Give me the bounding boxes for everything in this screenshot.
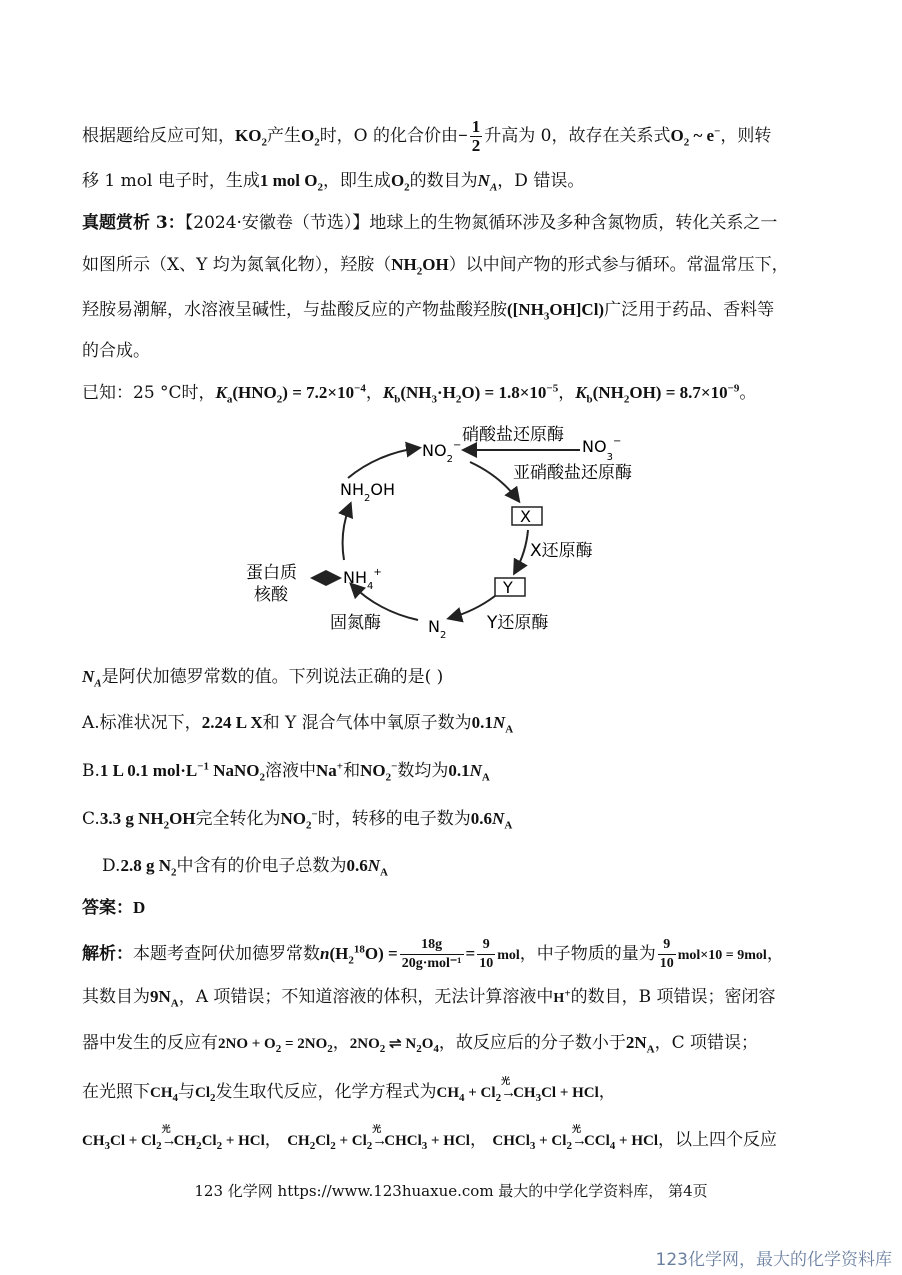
separator: ， — [264, 1130, 282, 1150]
question-intro-line1 — [82, 210, 820, 236]
separator: ， — [365, 383, 383, 403]
option-c — [82, 806, 820, 832]
text: 是阿伏加德罗常数的值。下列说法正确的是( ) — [101, 667, 444, 687]
label-nitrogenase: 固氮酶 — [330, 613, 381, 633]
cycle-arc-nh2oh-to-no2 — [348, 448, 418, 478]
formula-ch4: $CH_4$ — [150, 1085, 178, 1104]
value: $2N_A$ — [625, 1033, 655, 1056]
option-d — [102, 853, 820, 879]
text: ，中子物质的量为 — [519, 944, 656, 964]
avogadro-symbol: $N_A$ — [477, 171, 498, 194]
unit: mol×10 = 9mol — [677, 948, 767, 963]
text: 移 1 mol 电子时，生成 — [82, 171, 260, 191]
text: 和 Y 混合气体中氧原子数为 — [262, 713, 472, 733]
text: 羟胺易潮解，水溶液呈碱性，与盐酸反应的产物盐酸羟胺 — [82, 300, 507, 320]
label-nucleic-acid: 核酸 — [254, 585, 288, 605]
question-intro-line3 — [82, 297, 820, 323]
formula-no2-minus: $NO_2^-$ — [280, 808, 318, 832]
formula-o2: $O_2$ — [390, 171, 410, 194]
equation-ch3cl-cl2: $CH_3Cl + Cl_2\to$ 光 $CH_2Cl_2$ + HCl — [82, 1124, 265, 1152]
text: ，故反应后的分子数小于 — [438, 1033, 626, 1053]
question-intro-line4 — [82, 338, 820, 364]
text: 如图所示（X、Y 均为氮氧化物），羟胺（ — [82, 255, 392, 275]
equals: = — [465, 944, 476, 963]
ka-hno2: $K_a(HNO_2) = 7.2\times 10^{-4}$ — [215, 382, 366, 406]
cycle-arc-x-to-y — [515, 530, 528, 572]
separator: ， — [332, 1033, 350, 1053]
question-intro-line2 — [82, 252, 820, 278]
formula-no2-minus: $NO_2^-$ — [360, 760, 398, 784]
cycle-arc-no2-to-x — [470, 462, 518, 500]
formula: 1 L 0.1 $mol\cdot L^{-1}$ NaNO$_2$ — [99, 760, 266, 784]
analysis-line4 — [82, 1076, 820, 1106]
text: 【2024·安徽卷（节选）】地球上的生物氮循环涉及多种含氮物质，转化关系之一 — [184, 213, 778, 233]
value: $0.6N_A$ — [470, 809, 513, 832]
formula: 2.24 L X — [201, 713, 263, 732]
separator: ， — [469, 1130, 487, 1150]
text: ，A 项错误；不知道溶液的体积，无法计算溶液中 — [178, 987, 554, 1007]
value: $0.6N_A$ — [346, 856, 388, 879]
text: 的数目，B 项错误；密闭容 — [570, 987, 776, 1007]
text: C. — [82, 809, 100, 829]
text: 中含有的价电子总数为 — [176, 856, 347, 876]
text: 和 — [343, 761, 361, 781]
nitrogen-cycle-diagram — [230, 418, 670, 648]
paragraph-ko2-line2 — [82, 168, 820, 194]
equation-ch4-cl2: $CH_4 + Cl_2\to$ 光 $CH_3Cl$ + HCl — [436, 1076, 599, 1104]
text: 其数目为 — [82, 987, 150, 1007]
answer-line — [82, 895, 820, 921]
formula: 2.8 g $N_2$ — [120, 856, 177, 879]
text: 在光照下 — [82, 1082, 150, 1102]
question-stem — [82, 664, 820, 690]
text: ，则转 — [720, 126, 772, 146]
equation-chcl3-cl2: CHCl$_3$ + $Cl_2\to$ 光 CCl$_4$ + HCl — [492, 1124, 658, 1152]
separator: ， — [598, 1082, 616, 1102]
text: 本题考查阿伏加德罗常数 — [133, 944, 320, 964]
fraction-9-over-10: $\frac{9}{10}$ — [479, 937, 494, 971]
label-no3: $NO_3^-$ — [582, 436, 622, 463]
text: ）以中间产物的形式参与循环。常温常压下， — [448, 255, 789, 275]
analysis-line1 — [82, 936, 820, 973]
unit: mol — [497, 948, 520, 963]
text: ，D 错误。 — [497, 171, 585, 191]
text: 器中发生的反应有 — [82, 1033, 218, 1053]
text: 数均为 — [397, 761, 449, 781]
text: ，即生成 — [322, 171, 391, 191]
text: 已知：25 °C时， — [82, 383, 216, 403]
answer-label: 答案： — [82, 898, 133, 918]
formula-ko2: $KO_2$ — [235, 126, 267, 149]
formula-nh2oh: $NH_2OH$ — [391, 255, 449, 278]
analysis-line2 — [82, 984, 820, 1012]
label-n2: $N_2$ — [428, 617, 447, 641]
formula-o2: $O_2$ — [300, 126, 320, 149]
text: B. — [82, 761, 100, 781]
label-nitrite-reductase: 亚硝酸盐还原酶 — [513, 463, 632, 483]
answer-value: D — [133, 898, 146, 917]
formula-cl2: $Cl_2$ — [195, 1085, 216, 1104]
known-constants — [82, 380, 820, 406]
text: 时，O 的化合价由 — [319, 126, 459, 146]
text: 广泛用于药品、香料等 — [604, 300, 775, 320]
label-nh2oh: $NH_2OH$ — [340, 480, 395, 504]
label-y-reductase: Y还原酶 — [487, 613, 549, 633]
value: $0.1N_A$ — [471, 713, 514, 736]
kb-nh3: $K_b(NH_3\cdot H_2O) = 1.8\times 10^{-5}$ — [382, 382, 559, 406]
value: $9N_A$ — [150, 987, 179, 1010]
formula-nh3ohcl: $([NH_3OH]Cl)$ — [507, 300, 605, 323]
formula: 3.3 g $NH_2OH$ — [99, 809, 196, 832]
text: 根据题给反应可知， — [82, 126, 235, 146]
text: 发生取代反应，化学方程式为 — [215, 1082, 437, 1102]
text: 产生 — [266, 126, 301, 146]
fraction-18g-over-20g: $\frac{18g}{\text{20g·mol⁻¹}}$ — [401, 937, 462, 971]
formula-n-h2o18: $n(H_2^{18}O)$ = — [320, 943, 398, 967]
page-footer: 123 化学网 https://www.123huaxue.com 最大的中学化学资料库， 第4页 — [194, 1182, 708, 1200]
section-label: 真题赏析 3： — [82, 213, 185, 233]
reaction-no2-n2o4: $2NO_2$ ⇌ $N_2O_4$ — [349, 1036, 439, 1055]
text: ， — [766, 944, 784, 964]
text: 升高为 0，故存在关系式 — [484, 126, 671, 146]
label-nh4: $NH_4^+$ — [343, 567, 382, 592]
equation-ch2cl2-cl2: $CH_2Cl_2 + Cl_2\to$ 光 CHCl$_3$ + HCl — [287, 1124, 470, 1152]
value: $0.1N_A$ — [448, 761, 490, 784]
text: 时，转移的电子数为 — [317, 809, 471, 829]
text: D. — [102, 856, 121, 876]
label-nitrate-reductase: 硝酸盐还原酶 — [462, 425, 564, 445]
relation-o2-e: $O_2$ ~ e− — [670, 125, 721, 149]
cycle-arc-nh4-to-nh2oh — [343, 505, 350, 560]
avogadro-symbol: $N_A$ — [82, 667, 102, 690]
reaction-no-o2: $2NO + O_2 = 2NO_2$ — [218, 1036, 333, 1055]
kb-nh2oh: $K_b(NH_2OH) = 8.7\times 10^{-9}$ — [575, 382, 740, 406]
label-x-reductase: X还原酶 — [530, 541, 593, 561]
fraction-one-half: $\frac{1}{2}$ — [471, 117, 481, 155]
text: ，以上四个反应 — [658, 1130, 777, 1150]
label-x: X — [520, 507, 531, 526]
option-a — [82, 710, 820, 736]
text: A.标准状况下， — [82, 713, 202, 733]
text: 的数目为 — [409, 171, 478, 191]
text: 与 — [178, 1082, 195, 1102]
formula-h-plus: H+ — [553, 987, 571, 1006]
watermark: 123化学网，最大的化学资料库 — [655, 1250, 892, 1270]
analysis-line3 — [82, 1030, 820, 1057]
text: 完全转化为 — [195, 809, 281, 829]
formula-1mol-o2: 1 mol $O_2$ — [259, 171, 323, 194]
analysis-line5 — [82, 1124, 820, 1154]
analysis-label: 解析： — [82, 944, 133, 964]
label-no2: $NO_2^-$ — [422, 440, 462, 465]
option-b — [82, 758, 820, 784]
paragraph-ko2-line1 — [82, 118, 820, 155]
formula-na-plus: Na+ — [316, 760, 344, 780]
text: ，C 项错误； — [654, 1033, 759, 1053]
minus-sign: − — [458, 126, 468, 145]
separator: ， — [558, 383, 576, 403]
text: 的合成。 — [82, 341, 150, 361]
fraction-9-over-10: $\frac{9}{10}$ — [659, 937, 674, 971]
text: 。 — [739, 383, 757, 403]
text: 溶液中 — [265, 761, 317, 781]
label-y: Y — [503, 578, 513, 597]
label-protein: 蛋白质 — [246, 563, 297, 583]
